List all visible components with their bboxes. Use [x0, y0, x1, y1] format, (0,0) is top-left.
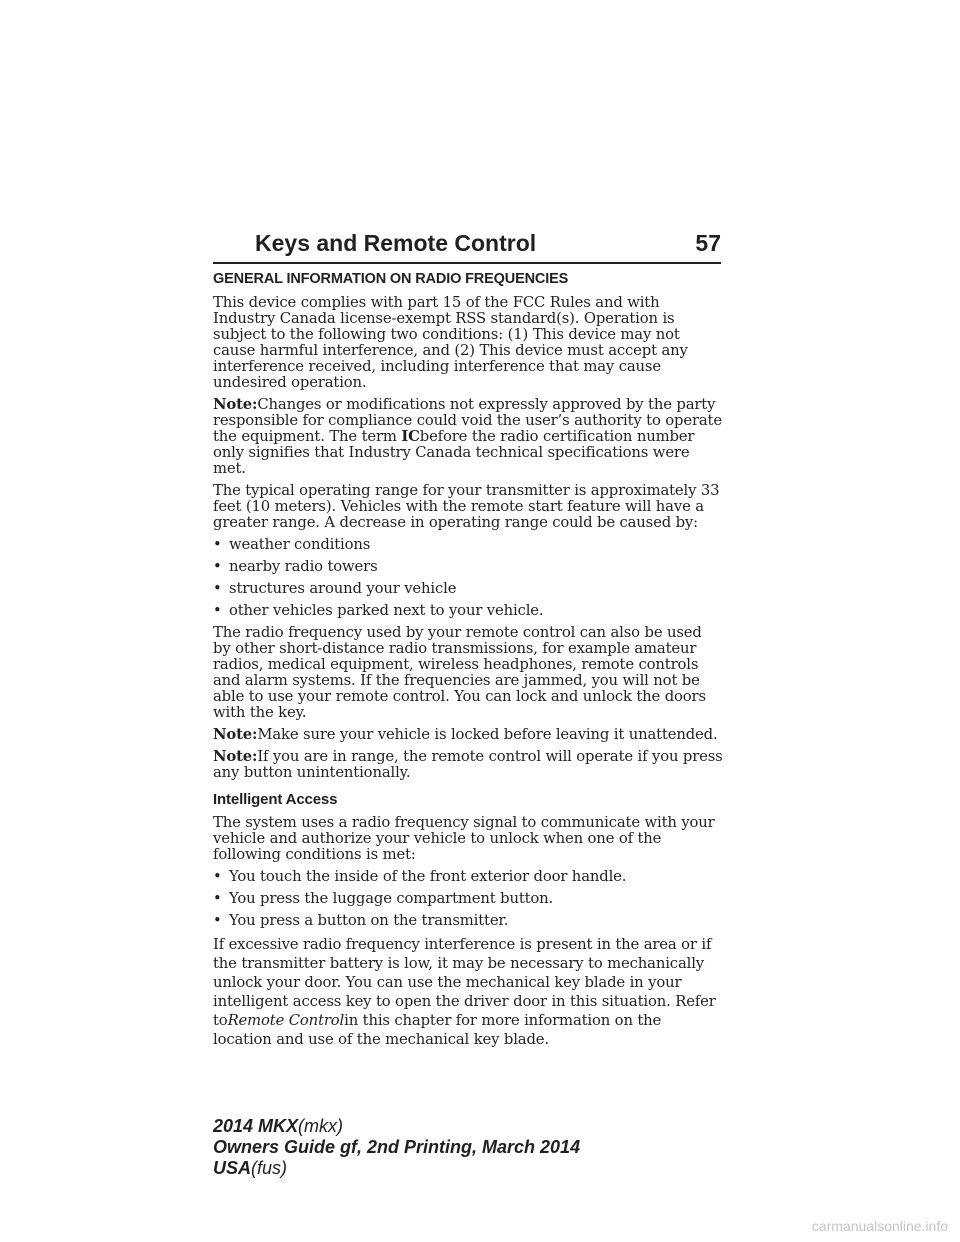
list-item-text: weather conditions	[229, 536, 371, 553]
note-term: IC	[401, 428, 420, 445]
bullet-icon: •	[213, 890, 222, 907]
note-in-range	[213, 749, 723, 781]
note-label: Note:	[213, 726, 258, 743]
list-item-text: other vehicles parked next to your vehicle.	[229, 602, 544, 619]
footer-market: USA	[213, 1158, 252, 1178]
paragraph-fcc: This device complies with part 15 of the FCC Rules and with Industry Canada license-exempt RSS standard(s). Operation is subject to the following two conditions: (1) This device may not cause harmful interference, and (2) This device must accept any interference received, including interference that may cause undesired operation.	[213, 294, 688, 391]
bullet-icon: •	[213, 912, 222, 929]
paragraph-mechanical-key	[213, 935, 723, 1049]
note-label: Note:	[213, 748, 258, 765]
range-factor-list	[213, 537, 723, 619]
bullet-icon: •	[213, 558, 222, 575]
list-item-text: You press the luggage compartment button.	[229, 890, 554, 907]
list-item	[213, 559, 723, 575]
list-item	[213, 603, 723, 619]
cross-reference-link[interactable]: Remote Control	[227, 1012, 345, 1029]
paragraph-text-pre: If excessive radio frequency interference is present in the area or if the transmitter battery is low, it may be necessary to mechanically unlock your door. You can use the mechanical key blade in your intelligent access key to open the driver door in this situation. Refer to	[213, 936, 716, 1029]
list-item-text: nearby radio towers	[229, 558, 378, 575]
paragraph-range: The typical operating range for your transmitter is approximately 33 feet (10 meters). Vehicles with the remote start feature will have a greater range. A decrease in operating range could be caused by:	[213, 482, 720, 531]
footer-line-market	[213, 1158, 580, 1179]
list-item	[213, 581, 723, 597]
bullet-icon: •	[213, 868, 222, 885]
list-item-text: structures around your vehicle	[229, 580, 457, 597]
note-text: If you are in range, the remote control will operate if you press any button unintentionally.	[213, 748, 723, 781]
list-item	[213, 869, 723, 885]
section-heading-radio: GENERAL INFORMATION ON RADIO FREQUENCIES	[213, 271, 569, 287]
note-locked	[213, 727, 723, 743]
note-text-pre: Changes or modifications not expressly approved by the party responsible for compliance could void the user’s authority to operate the equipment. The term	[213, 396, 722, 445]
list-item	[213, 537, 723, 553]
bullet-icon: •	[213, 602, 222, 619]
footer-model-code: (mkx)	[298, 1116, 344, 1136]
list-item	[213, 891, 723, 907]
footer-market-code: (fus)	[251, 1158, 288, 1178]
paragraph-intelligent-access: The system uses a radio frequency signal to communicate with your vehicle and authorize your vehicle to unlock when one of the following conditions is met:	[213, 814, 715, 863]
bullet-icon: •	[213, 536, 222, 553]
list-item-text: You press a button on the transmitter.	[229, 912, 509, 929]
page-header	[213, 228, 721, 264]
footer-line-guide: Owners Guide gf, 2nd Printing, March 2014	[213, 1137, 581, 1157]
footer-model: 2014 MKX	[213, 1116, 299, 1136]
section-heading-intelligent-access: Intelligent Access	[213, 791, 338, 808]
paragraph-interference: The radio frequency used by your remote control can also be used by other short-distance radio transmissions, for example amateur radios, medical equipment, wireless headphones, remote controls and alarm systems. If the frequencies are jammed, you will not be able to use your remote control. You can lock and unlock the doors with the key.	[213, 624, 706, 721]
footer-line-model	[213, 1116, 580, 1137]
note-modifications	[213, 397, 723, 477]
note-label: Note:	[213, 396, 258, 413]
list-item-text: You touch the inside of the front exterior door handle.	[229, 868, 627, 885]
page-content	[213, 270, 723, 1055]
unlock-condition-list	[213, 869, 723, 929]
page-footer	[213, 1116, 580, 1179]
note-text: Make sure your vehicle is locked before leaving it unattended.	[257, 726, 718, 743]
note-text-post: before the radio certification number only signifies that Industry Canada technical specifications were met.	[213, 428, 695, 477]
list-item	[213, 913, 723, 929]
chapter-title: Keys and Remote Control	[255, 230, 537, 256]
bullet-icon: •	[213, 580, 222, 597]
paragraph-text-post: in this chapter for more information on the location and use of the mechanical key blade.	[213, 1012, 662, 1048]
watermark: carmanualsonline.info	[811, 1218, 948, 1234]
page-number: 57	[695, 230, 721, 256]
